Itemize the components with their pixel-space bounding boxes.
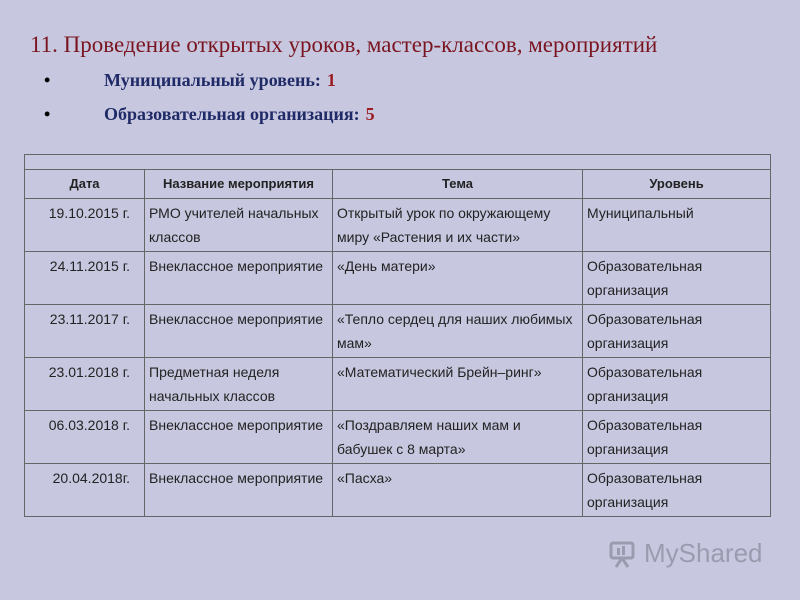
table-top-spacer-row: [25, 155, 771, 170]
cell-event: Внеклассное мероприятие: [145, 305, 333, 358]
cell-date: 20.04.2018г.: [25, 464, 145, 517]
cell-level: Образовательная организация: [583, 305, 771, 358]
cell-date: 23.11.2017 г.: [25, 305, 145, 358]
table-row: [25, 464, 771, 517]
cell-level: Образовательная организация: [583, 411, 771, 464]
watermark: [608, 538, 763, 569]
table-header-row: [25, 170, 771, 199]
bullet-value: 5: [365, 104, 375, 124]
cell-event: Внеклассное мероприятие: [145, 252, 333, 305]
cell-date: 24.11.2015 г.: [25, 252, 145, 305]
cell-topic: «Пасха»: [333, 464, 583, 517]
cell-level: Образовательная организация: [583, 358, 771, 411]
cell-topic: Открытый урок по окружающему миру «Растения и их части»: [333, 199, 583, 252]
header-event: Название мероприятия: [145, 170, 333, 199]
cell-level: Образовательная организация: [583, 464, 771, 517]
watermark-text: MyShared: [644, 538, 763, 568]
header-level: Уровень: [583, 170, 771, 199]
bullet-organization: [44, 104, 375, 125]
bullet-municipal: [44, 70, 336, 91]
cell-level: Образовательная организация: [583, 252, 771, 305]
cell-event: Предметная неделя начальных классов: [145, 358, 333, 411]
cell-date: 19.10.2015 г.: [25, 199, 145, 252]
cell-event: РМО учителей начальных классов: [145, 199, 333, 252]
table-row: [25, 199, 771, 252]
cell-topic: «Поздравляем наших мам и бабушек с 8 марта»: [333, 411, 583, 464]
table-row: [25, 252, 771, 305]
cell-topic: «Тепло сердец для наших любимых мам»: [333, 305, 583, 358]
cell-date: 23.01.2018 г.: [25, 358, 145, 411]
header-topic: Тема: [333, 170, 583, 199]
bullet-label: Муниципальный уровень:: [104, 70, 321, 90]
bullet-dot: •: [44, 104, 51, 124]
cell-date: 06.03.2018 г.: [25, 411, 145, 464]
cell-event: Внеклассное мероприятие: [145, 464, 333, 517]
slide-title: 11. Проведение открытых уроков, мастер-классов, мероприятий: [30, 32, 658, 57]
events-table: [24, 154, 771, 517]
cell-level: Муниципальный: [583, 199, 771, 252]
table-row: [25, 411, 771, 464]
bullet-label: Образовательная организация:: [104, 104, 360, 124]
bullet-dot: •: [44, 70, 51, 90]
cell-event: Внеклассное мероприятие: [145, 411, 333, 464]
bullet-value: 1: [326, 70, 336, 90]
header-date: Дата: [25, 170, 145, 199]
cell-topic: «Математический Брейн–ринг»: [333, 358, 583, 411]
cell-topic: «День матери»: [333, 252, 583, 305]
events-table-container: [24, 154, 770, 517]
table-row: [25, 305, 771, 358]
myshared-logo-icon: [608, 540, 638, 568]
table-row: [25, 358, 771, 411]
